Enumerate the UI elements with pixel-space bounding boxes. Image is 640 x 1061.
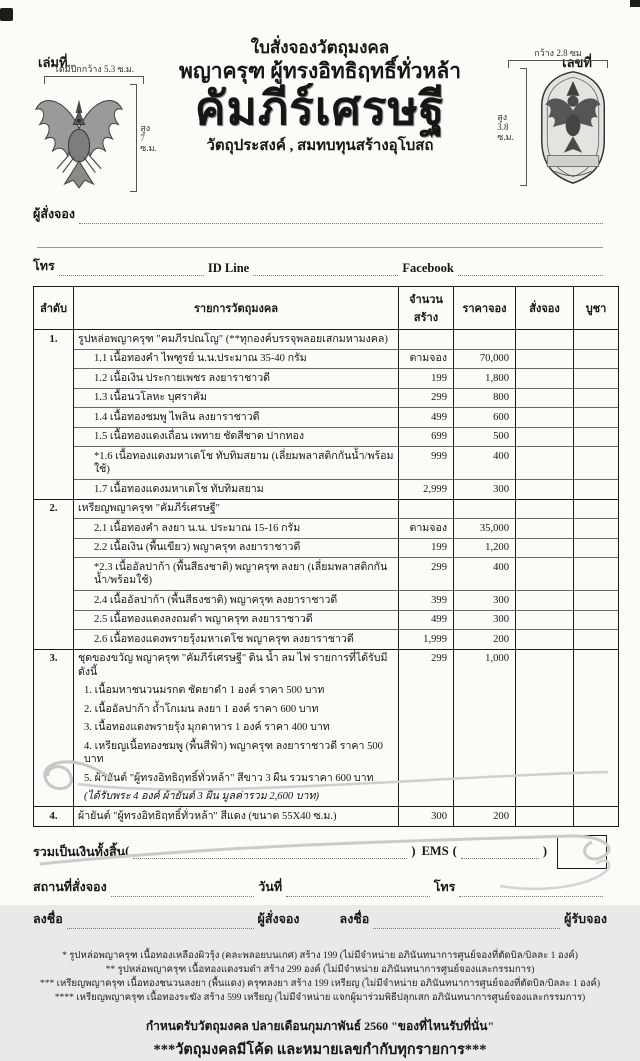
phone-label: โทร bbox=[33, 259, 55, 273]
order-cell bbox=[516, 719, 574, 738]
form-title: ใบสั่งจองวัตถุมงคล bbox=[250, 38, 390, 57]
item-price: 300 bbox=[454, 610, 516, 630]
table-row bbox=[34, 388, 619, 408]
item-qty: ตามจอง bbox=[399, 349, 454, 369]
footnote-1: * รูปหล่อพญาครุฑ เนื้อทองเหลืองผิวรุ้ง (คละพลอยบนเกศ) สร้าง 199 (ไม่มีจำหน่าย อภินันทนาการศูนย์จองที่ตัดบิล/บิลละ 1 องค์) bbox=[62, 949, 578, 961]
table-row bbox=[34, 610, 619, 630]
item-price bbox=[454, 499, 516, 519]
item-label: 2.5 เนื้อทองแดงลงถมดำ พญาครุฑ ลงยาราชาวดี bbox=[74, 610, 399, 630]
bucha-cell bbox=[574, 649, 619, 682]
table-row bbox=[34, 499, 619, 519]
order-cell bbox=[516, 737, 574, 769]
amulet-coin-figure bbox=[494, 48, 622, 186]
order-cell bbox=[516, 369, 574, 389]
table-row bbox=[34, 519, 619, 539]
item-label: *1.6 เนื้อทองแดงมหาเดโช ทับทิมสยาม (เลี่ยมพลาสติกกันน้ำ/พร้อมใช้) bbox=[74, 447, 399, 480]
order-cell bbox=[516, 408, 574, 428]
row-number: 1. bbox=[34, 330, 74, 500]
phone-blank bbox=[59, 262, 204, 276]
item-qty bbox=[399, 499, 454, 519]
bucha-cell bbox=[574, 427, 619, 447]
order-cell bbox=[516, 630, 574, 650]
order-cell bbox=[516, 558, 574, 591]
bucha-cell bbox=[574, 499, 619, 519]
width-bracket bbox=[508, 60, 608, 68]
table-row bbox=[34, 591, 619, 611]
row-number: 3. bbox=[34, 649, 74, 807]
bucha-cell bbox=[574, 700, 619, 719]
row-number: 2. bbox=[34, 499, 74, 649]
orderer-row bbox=[33, 204, 607, 224]
address-row bbox=[33, 234, 607, 248]
table-row bbox=[34, 769, 619, 788]
footnote-3: *** เหรียญพญาครุฑ เนื้อทองชนวนลงยา (พื้นแดง) ครุฑลงยา สร้าง 199 เหรียญ (ไม่มีจำหน่าย อภินันทนาการศูนย์จองที่ตัดบิล/บิลละ 1 องค์) bbox=[39, 977, 601, 989]
footnote-2: ** รูปหล่อพญาครุฑ เนื้อทองแดงรมดำ สร้าง 299 องค์ (ไม่มีจำหน่าย อภินันทนาการศูนย์จองและกรรมการ) bbox=[105, 963, 535, 975]
item-price bbox=[454, 737, 516, 769]
table-row bbox=[34, 682, 619, 701]
item-label: รูปหล่อพญาครุฑ "คมภีรปณโญ" (**ทุกองค์บรรจุพลอยเสกมหามงคล) bbox=[74, 330, 399, 350]
sign-blank-1 bbox=[67, 915, 254, 929]
phone2-label: โทร bbox=[433, 879, 456, 894]
item-label: เหรียญพญาครุฑ "คัมภีร์เศรษฐี" bbox=[74, 499, 399, 519]
table-row bbox=[34, 349, 619, 369]
height-bracket bbox=[520, 68, 527, 186]
item-price bbox=[454, 700, 516, 719]
item-label: 1.3 เนื้อนวโลหะ บุศราคัม bbox=[74, 388, 399, 408]
item-label: *2.3 เนื้ออัลปาก้า (พื้นสีธงชาติ) พญาครุฑ ลงยา (เลี่ยมพลาสติกกันน้ำ/พร้อมใช้) bbox=[74, 558, 399, 591]
item-qty bbox=[399, 700, 454, 719]
item-qty bbox=[399, 682, 454, 701]
bucha-cell bbox=[574, 630, 619, 650]
table-row bbox=[34, 737, 619, 769]
orderer-signer-label: ผู้สั่งจอง bbox=[257, 911, 300, 926]
item-qty: 299 bbox=[399, 388, 454, 408]
item-price: 400 bbox=[454, 447, 516, 480]
statue-height-label: สูง 7 ซ.ม. bbox=[140, 123, 157, 153]
item-qty: 2,999 bbox=[399, 480, 454, 500]
table-row bbox=[34, 788, 619, 807]
item-label: ชุดของขวัญ พญาครุฑ "คัมภีร์เศรษฐี" ดิน น้ำ ลม ไฟ รายการที่ได้รับมีดังนี้ bbox=[74, 649, 399, 682]
order-cell bbox=[516, 591, 574, 611]
garuda-statue-figure bbox=[30, 64, 158, 192]
row-number: 4. bbox=[34, 807, 74, 827]
item-price: 200 bbox=[454, 630, 516, 650]
volume-label: เล่มที่ bbox=[38, 55, 68, 70]
item-price bbox=[454, 769, 516, 788]
item-label: ผ้ายันต์ "ผู้ทรงอิทธิฤทธิ์ทั่วหล้า" สีแดง (ขนาด 55X40 ซ.ม.) bbox=[74, 807, 399, 827]
item-qty: ตามจอง bbox=[399, 519, 454, 539]
item-qty: 199 bbox=[399, 538, 454, 558]
bucha-cell bbox=[574, 538, 619, 558]
item-qty: 499 bbox=[399, 610, 454, 630]
table-row bbox=[34, 427, 619, 447]
item-price: 400 bbox=[454, 558, 516, 591]
item-label: 5. ผ้ายันต์ "ผู้ทรงอิทธิฤทธิ์ทั่วหล้า" สีขาว 3 ผืน รวมราคา 600 บาท bbox=[74, 769, 399, 788]
item-qty bbox=[399, 719, 454, 738]
date-label: วันที่ bbox=[258, 879, 283, 894]
item-price: 1,000 bbox=[454, 649, 516, 682]
table-row bbox=[34, 558, 619, 591]
item-price: 500 bbox=[454, 427, 516, 447]
item-price: 600 bbox=[454, 408, 516, 428]
main-title: คัมภีร์เศรษฐี bbox=[194, 83, 446, 134]
item-label: 1. เนื้อมหาชนวนมรกต ชัดยาดำ 1 องค์ ราคา 500 บาท bbox=[74, 682, 399, 701]
code-notice-line: ***วัตถุมงคลมีโค้ด และหมายเลขกำกับทุกรายการ*** bbox=[153, 1041, 487, 1058]
item-price: 1,200 bbox=[454, 538, 516, 558]
order-cell bbox=[516, 388, 574, 408]
order-cell bbox=[516, 499, 574, 519]
item-price: 1,800 bbox=[454, 369, 516, 389]
purpose-line: วัตถุประสงค์ , สมทบทุนสร้างอุโบสถ bbox=[206, 138, 434, 154]
item-label: 2.4 เนื้ออัลปาก้า (พื้นสีธงชาติ) พญาครุฑ ลงยาราชาวดี bbox=[74, 591, 399, 611]
column-header: รายการวัตถุมงคล bbox=[74, 287, 399, 330]
bucha-cell bbox=[574, 807, 619, 827]
subtitle: พญาครุฑ ผู้ทรงอิทธิฤทธิ์ทั่วหล้า bbox=[178, 59, 461, 83]
footnotes bbox=[0, 949, 640, 1005]
bucha-cell bbox=[574, 519, 619, 539]
header bbox=[0, 0, 640, 200]
table-row bbox=[34, 447, 619, 480]
item-price bbox=[454, 330, 516, 350]
table-row bbox=[34, 538, 619, 558]
place-blank bbox=[111, 883, 255, 897]
bucha-cell bbox=[574, 558, 619, 591]
garuda-image bbox=[31, 84, 127, 192]
item-label: 1.2 เนื้อเงิน ประกายเพชร ลงยาราชาวดี bbox=[74, 369, 399, 389]
order-cell bbox=[516, 330, 574, 350]
item-qty: 300 bbox=[399, 807, 454, 827]
table-section bbox=[34, 807, 619, 827]
item-label: 2.1 เนื้อทองคำ ลงยา น.น. ประมาณ 15-16 กรัม bbox=[74, 519, 399, 539]
ems-label: EMS bbox=[421, 844, 449, 858]
item-label: 1.1 เนื้อทองคำ ไพฑูรย์ น.น.ประมาณ 35-40 กรัม bbox=[74, 349, 399, 369]
wing-width-caption: โตมีปีกกว้าง 5.3 ซ.ม. bbox=[53, 64, 134, 74]
order-table bbox=[33, 286, 619, 827]
item-price: 300 bbox=[454, 591, 516, 611]
idline-blank bbox=[253, 262, 398, 276]
phone2-blank bbox=[459, 883, 603, 897]
item-qty: 999 bbox=[399, 447, 454, 480]
order-cell bbox=[516, 682, 574, 701]
sign-label-2: ลงชื่อ bbox=[339, 911, 370, 926]
order-cell bbox=[516, 649, 574, 682]
facebook-label: Facebook bbox=[402, 261, 454, 275]
total-blank bbox=[133, 845, 407, 859]
signature-row bbox=[33, 909, 607, 929]
coin-height-label: สูง 3.8 ซ.ม. bbox=[497, 112, 514, 142]
item-label: 2. เนื้ออัลปาก้า ถ้ำโกเมน ลงยา 1 องค์ ราคา 600 บาท bbox=[74, 700, 399, 719]
column-header: สั่งจอง bbox=[516, 287, 574, 330]
order-cell bbox=[516, 427, 574, 447]
orderer-blank bbox=[79, 210, 603, 224]
table-section bbox=[34, 330, 619, 500]
order-cell bbox=[516, 538, 574, 558]
bucha-cell bbox=[574, 737, 619, 769]
column-header: ลำดับ bbox=[34, 287, 74, 330]
table-section bbox=[34, 499, 619, 649]
item-price: 70,000 bbox=[454, 349, 516, 369]
contact-row bbox=[33, 256, 607, 276]
bucha-cell bbox=[574, 369, 619, 389]
address-blank bbox=[37, 234, 603, 248]
table-row bbox=[34, 369, 619, 389]
item-price: 300 bbox=[454, 480, 516, 500]
table-row bbox=[34, 807, 619, 827]
item-label: 2.6 เนื้อทองแดงพรายรุ้งมหาเดโช พญาครุฑ ลงยาราชาวดี bbox=[74, 630, 399, 650]
footnote-4: **** เหรียญพญาครุฑ เนื้อทองระฆัง สร้าง 599 เหรียญ (ไม่มีจำหน่าย แจกผู้มาร่วมพิธีปลุกเสก อภินันทนาการศูนย์จองและกรรมการ) bbox=[54, 991, 586, 1003]
item-qty: 499 bbox=[399, 408, 454, 428]
item-price bbox=[454, 788, 516, 807]
total-row: รวมเป็นเงินทั้งสิ้น ( ) EMS ( ) bbox=[33, 835, 607, 869]
width-bracket bbox=[44, 76, 144, 84]
bucha-cell bbox=[574, 447, 619, 480]
item-label: 2.2 เนื้อเงิน (พื้นเขียว) พญาครุฑ ลงยาราชาวดี bbox=[74, 538, 399, 558]
item-qty bbox=[399, 788, 454, 807]
item-qty: 299 bbox=[399, 649, 454, 682]
sign-label: ลงชื่อ bbox=[33, 911, 63, 926]
receiver-signer-label: ผู้รับจอง bbox=[564, 911, 608, 926]
item-price: 35,000 bbox=[454, 519, 516, 539]
order-cell bbox=[516, 807, 574, 827]
order-cell bbox=[516, 519, 574, 539]
order-cell bbox=[516, 349, 574, 369]
number-label: เลขที่ bbox=[562, 55, 592, 70]
bucha-cell bbox=[574, 408, 619, 428]
place-label: สถานที่สั่งจอง bbox=[33, 879, 107, 894]
order-cell bbox=[516, 700, 574, 719]
facebook-blank bbox=[458, 262, 603, 276]
item-qty: 699 bbox=[399, 427, 454, 447]
item-qty: 399 bbox=[399, 591, 454, 611]
pickup-schedule-line: กำหนดรับวัตถุมงคล ปลายเดือนกุมภาพันธ์ 2560 "ของที่ไหนรับที่นั่น" bbox=[145, 1018, 495, 1033]
bucha-cell bbox=[574, 591, 619, 611]
bucha-cell bbox=[574, 388, 619, 408]
table-row bbox=[34, 630, 619, 650]
table-row bbox=[34, 700, 619, 719]
bucha-cell bbox=[574, 330, 619, 350]
bucha-cell bbox=[574, 349, 619, 369]
table-header bbox=[34, 287, 619, 330]
title-block bbox=[120, 38, 520, 156]
item-label: (ได้รับพระ 4 องค์ ผ้ายันต์ 3 ผืน มูลค่ารวม 2,600 บาท) bbox=[74, 788, 399, 807]
item-label: 1.5 เนื้อทองแดงเถื่อน เพทาย ชัดสีชาด ปากทอง bbox=[74, 427, 399, 447]
item-label: 4. เหรียญเนื้อทองชมพู (พื้นสีฟ้า) พญาครุฑ ลงยาราชาวดี ราคา 500 บาท bbox=[74, 737, 399, 769]
idline-label: ID Line bbox=[207, 261, 250, 275]
order-cell bbox=[516, 480, 574, 500]
coin-width-caption: กว้าง 2.8 ซม bbox=[534, 48, 582, 58]
column-header: จำนวนสร้าง bbox=[399, 287, 454, 330]
item-label: 1.7 เนื้อทองแดงมหาเดโช ทับทิมสยาม bbox=[74, 480, 399, 500]
table-row bbox=[34, 330, 619, 350]
orderer-label: ผู้สั่งจอง bbox=[33, 207, 75, 221]
order-cell bbox=[516, 769, 574, 788]
item-qty: 199 bbox=[399, 369, 454, 389]
table-row bbox=[34, 649, 619, 682]
bucha-cell bbox=[574, 480, 619, 500]
sign-blank-2 bbox=[373, 915, 560, 929]
order-cell bbox=[516, 447, 574, 480]
item-price bbox=[454, 682, 516, 701]
order-cell bbox=[516, 788, 574, 807]
item-label: 3. เนื้อทองแดงพรายรุ้ง มุกดาหาร 1 องค์ ราคา 400 บาท bbox=[74, 719, 399, 738]
table-row bbox=[34, 480, 619, 500]
bucha-cell bbox=[574, 719, 619, 738]
total-label: รวมเป็นเงินทั้งสิ้น bbox=[33, 844, 126, 859]
item-qty: 1,999 bbox=[399, 630, 454, 650]
bucha-cell bbox=[574, 788, 619, 807]
place-row bbox=[33, 877, 607, 897]
order-cell bbox=[516, 610, 574, 630]
ems-blank bbox=[461, 845, 539, 859]
item-price: 200 bbox=[454, 807, 516, 827]
bucha-cell bbox=[574, 769, 619, 788]
item-price bbox=[454, 719, 516, 738]
table-row bbox=[34, 719, 619, 738]
item-qty bbox=[399, 769, 454, 788]
item-label: 1.4 เนื้อทองชมพู ไพลิน ลงยาราชาวดี bbox=[74, 408, 399, 428]
column-header: ราคาจอง bbox=[454, 287, 516, 330]
office-use-box bbox=[557, 835, 607, 869]
column-header: บูชา bbox=[574, 287, 619, 330]
item-qty: 299 bbox=[399, 558, 454, 591]
item-price: 800 bbox=[454, 388, 516, 408]
height-bracket bbox=[130, 84, 137, 192]
table-row bbox=[34, 408, 619, 428]
item-qty bbox=[399, 737, 454, 769]
bucha-cell bbox=[574, 682, 619, 701]
item-qty bbox=[399, 330, 454, 350]
bucha-cell bbox=[574, 610, 619, 630]
table-section bbox=[34, 649, 619, 807]
date-blank bbox=[286, 883, 430, 897]
garuda-coin-image bbox=[527, 68, 619, 186]
